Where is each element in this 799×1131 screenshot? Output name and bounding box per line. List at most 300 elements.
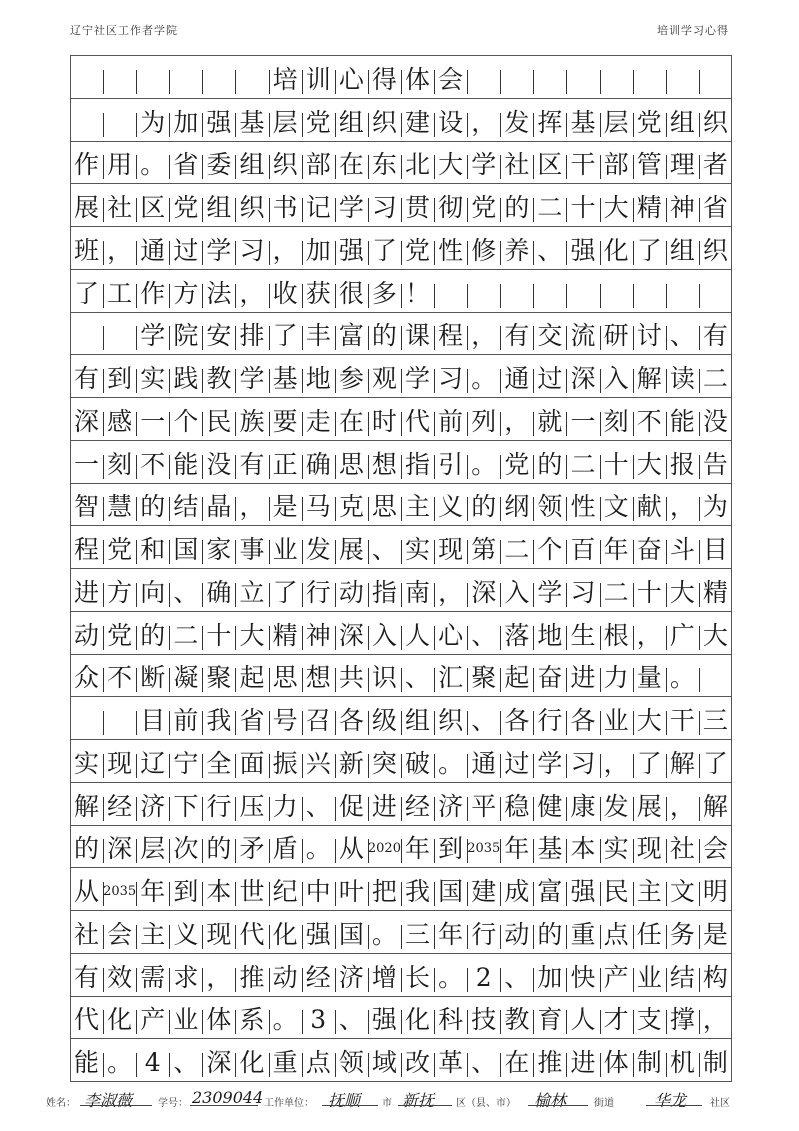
grid-cell: 在 [500,1043,533,1081]
grid-cell: 习 [235,231,268,269]
grid-cell: 精 [269,616,302,654]
grid-cell: 十 [600,445,633,483]
grid-cell: 需 [136,958,169,996]
work-unit-label: 工作单位： [264,1098,314,1109]
student-id-label: 学号： [158,1098,188,1109]
grid-cell: 法 [202,274,235,312]
grid-row [70,915,732,953]
grid-cell: 落 [500,616,533,654]
grid-cell: 克 [335,487,368,525]
grid-cell: 思 [269,658,302,696]
grid-cell: 教 [500,1000,533,1038]
grid-cell: 心 [335,60,368,98]
student-id-underline [190,1105,258,1106]
grid-cell: 下 [169,787,202,825]
grid-rule-line [70,312,732,313]
name-value: 李淑薇 [84,1091,133,1110]
grid-cell: 我 [202,701,235,739]
grid-cell: 解 [666,744,699,782]
grid-cell: 地 [302,359,335,397]
grid-cell [666,274,699,312]
grid-cell: 代 [401,402,434,440]
grid-cell: 现 [202,915,235,953]
grid-cell: 破 [401,744,434,782]
grid-cell: ， [666,787,699,825]
grid-rule-line [70,825,732,826]
grid-cell: 。 [368,915,401,953]
grid-cell: 现 [434,530,467,568]
grid-cell: 心 [434,616,467,654]
grid-cell: 发 [302,530,335,568]
grid-cell: 党 [103,530,136,568]
grid-cell: 展 [335,530,368,568]
grid-cell: 过 [533,359,566,397]
grid-cell: 、 [302,787,335,825]
grid-cell: 训 [302,60,335,98]
grid-cell: 方 [169,274,202,312]
grid-cell: 业 [269,530,302,568]
grid-cell: 建 [467,872,500,910]
grid-row [70,274,732,312]
grid-cell: 要 [269,402,302,440]
grid-cell: 党 [302,103,335,141]
grid-cell: 在 [335,145,368,183]
grid-cell: 有 [500,316,533,354]
grid-cell: 参 [335,359,368,397]
grid-rule-line [70,696,732,697]
district-value: 新抚 [402,1091,435,1110]
grid-cell: 体 [401,60,434,98]
grid-cell: 织 [368,103,401,141]
grid-cell: 组 [335,103,368,141]
grid-cell [70,103,103,141]
grid-cell: 大 [235,616,268,654]
grid-cell: 。 [269,1000,302,1038]
grid-cell: 级 [368,701,401,739]
grid-cell: 大 [600,188,633,226]
grid-cell: 化 [235,1043,268,1081]
grid-cell: 快 [566,958,599,996]
grid-cell: 通 [136,231,169,269]
grid-rule-line [70,996,732,997]
grid-cell: 前 [169,701,202,739]
grid-cell: 得 [368,60,401,98]
grid-rule-line [70,98,732,99]
grid-cell: 进 [368,787,401,825]
grid-cell: 业 [633,958,666,996]
grid-cell [70,60,103,98]
grid-rule-line [70,440,732,441]
grid-cell: 实 [401,530,434,568]
grid-cell: 入 [600,359,633,397]
grid-cell: 改 [401,1043,434,1081]
grid-cell: 主 [633,872,666,910]
grid-cell: 压 [235,787,268,825]
grid-cell: 神 [666,188,699,226]
grid-cell: 域 [368,1043,401,1081]
grid-cell: 学 [533,573,566,611]
grid-cell: 促 [335,787,368,825]
grid-cell [533,274,566,312]
grid-row [70,1043,732,1081]
grid-cell: 化 [269,915,302,953]
grid-cell: 者 [699,145,732,183]
grid-cell: 的 [136,616,169,654]
grid-cell: 大 [666,573,699,611]
grid-cell: 强 [368,1000,401,1038]
grid-cell: 强 [566,231,599,269]
grid-row [70,829,732,867]
grid-cell: 献 [633,487,666,525]
grid-cell: 很 [335,274,368,312]
grid-cell: 生 [566,616,599,654]
grid-cell: 思 [335,445,368,483]
grid-cell: 辽 [136,744,169,782]
grid-cell: 织 [269,145,302,183]
grid-cell: 院 [169,316,202,354]
grid-cell: 召 [302,701,335,739]
grid-cell: 解 [74,791,100,821]
grid-rule-line [70,483,732,484]
grid-cell: 管 [633,145,666,183]
grid-cell: 到 [434,829,467,867]
grid-cell: 不 [103,658,136,696]
grid-cell: 设 [434,103,467,141]
grid-cell: 党 [401,231,434,269]
grid-cell: 解 [633,359,666,397]
grid-cell: 产 [600,958,633,996]
grid-cell: 本 [202,872,235,910]
grid-cell: 民 [600,872,633,910]
grid-cell: 深 [566,359,599,397]
grid-cell: 。 [302,829,335,867]
grid-cell: 本 [566,829,599,867]
grid-cell: 大 [699,616,732,654]
grid-cell: 立 [235,573,268,611]
grid-cell: 富 [335,316,368,354]
grid-cell: 修 [467,231,500,269]
grid-cell: 革 [434,1043,467,1081]
grid-cell: 了 [74,278,100,308]
grid-cell: 增 [368,958,401,996]
grid-cell [533,60,566,98]
grid-cell: 、 [533,231,566,269]
grid-cell: 二 [500,530,533,568]
grid-cell: 中 [302,872,335,910]
grid-row [70,958,732,996]
grid-cell: 一 [74,449,100,479]
grid-cell: 领 [335,1043,368,1081]
grid-cell: 有 [235,445,268,483]
grid-cell: 目 [699,530,732,568]
grid-cell: 二 [699,359,732,397]
grid-cell: 区 [533,145,566,183]
grid-cell: 行 [302,573,335,611]
grid-cell: 习 [566,573,599,611]
grid-cell: 进 [566,658,599,696]
grid-cell: 济 [136,787,169,825]
grid-cell: 家 [202,530,235,568]
grid-cell: 学 [136,316,169,354]
grid-cell: 文 [600,487,633,525]
grid-cell: 基 [269,359,302,397]
grid-cell: 加 [169,103,202,141]
grid-cell: 领 [533,487,566,525]
grid-row [70,658,732,696]
grid-cell: ， [600,744,633,782]
grid-cell: 不 [136,445,169,483]
community-underline [646,1105,702,1106]
grid-cell: ！ [401,274,434,312]
district-underline [398,1105,452,1106]
grid-cell: 族 [235,402,268,440]
grid-cell: 强 [302,915,335,953]
grid-cell: 十 [202,616,235,654]
grid-cell: 了 [269,573,302,611]
grid-cell: 、 [169,1043,202,1081]
grid-row [70,616,732,654]
grid-cell: 加 [302,231,335,269]
grid-cell: 学 [235,359,268,397]
grid-cell: 教 [202,359,235,397]
grid-cell: 有 [699,316,732,354]
grid-cell: ， [699,1000,732,1038]
grid-cell: 刻 [103,445,136,483]
grid-cell [633,274,666,312]
grid-cell [136,60,169,98]
grid-cell: 告 [699,445,732,483]
grid-cell: 纪 [269,872,302,910]
grid-cell: 的 [533,445,566,483]
grid-cell: 十 [633,573,666,611]
grid-cell: 向 [136,573,169,611]
grid-cell: 经 [401,787,434,825]
grid-cell: 纲 [500,487,533,525]
grid-cell: 大 [434,145,467,183]
grid-cell: 为 [699,487,732,525]
grid-row [70,60,732,98]
grid-cell: 义 [434,487,467,525]
grid-cell: ， [235,274,268,312]
grid-cell: 动 [500,915,533,953]
grid-cell: 、 [335,1000,368,1038]
grid-cell: 南 [401,573,434,611]
grid-cell: 会 [103,915,136,953]
grid-rule-line [70,953,732,954]
grid-cell: 明 [699,872,732,910]
grid-cell: 马 [302,487,335,525]
grid-row [70,445,732,483]
grid-cell: 没 [699,402,732,440]
grid-cell: 制 [699,1043,732,1081]
grid-cell: 能 [74,1047,100,1077]
grid-cell: 班 [74,235,100,265]
grid-cell: 盾 [269,829,302,867]
grid-cell: 思 [368,487,401,525]
grid-cell: 习 [368,188,401,226]
grid-cell: 经 [302,958,335,996]
grid-cell: 的 [74,833,100,863]
grid-cell: 社 [500,145,533,183]
grid-cell: 富 [533,872,566,910]
grid-cell: 制 [633,1043,666,1081]
grid-cell: 事 [235,530,268,568]
grid-cell: 重 [269,1043,302,1081]
city-underline [322,1105,378,1106]
grid-cell: 收 [269,274,302,312]
grid-row [70,1000,732,1038]
grid-cell: ， [467,316,500,354]
street-label: 街道 [594,1098,614,1109]
grid-cell: 经 [103,787,136,825]
grid-cell: 加 [533,958,566,996]
grid-cell: ， [467,103,500,141]
grid-rule-line [70,55,732,56]
grid-cell: 的 [136,487,169,525]
grid-rule-line [70,568,732,569]
grid-cell [235,60,268,98]
grid-row [70,573,732,611]
grid-row [70,359,732,397]
grid-cell: 入 [500,573,533,611]
grid-cell: 层 [600,103,633,141]
grid-cell: 化 [600,231,633,269]
grid-cell: 织 [235,188,268,226]
grid-cell: 培 [269,60,302,98]
grid-cell: 3 [302,1000,335,1038]
grid-cell: 社 [666,829,699,867]
grid-cell: 用 [103,145,136,183]
grid-cell: 解 [699,787,732,825]
grid-cell: 才 [600,1000,633,1038]
grid-cell: 多 [368,274,401,312]
grid-cell: 课 [401,316,434,354]
grid-cell: 记 [302,188,335,226]
grid-cell: 、 [467,616,500,654]
grid-cell: 斗 [666,530,699,568]
grid-cell: 强 [335,231,368,269]
grid-cell: 面 [235,744,268,782]
grid-cell: 。 [467,445,500,483]
grid-cell: 程 [434,316,467,354]
grid-cell: 精 [699,573,732,611]
community-value: 华龙 [654,1091,687,1110]
city-value: 抚顺 [328,1091,361,1110]
grid-cell: 进 [566,1043,599,1081]
grid-cell: 人 [566,1000,599,1038]
grid-cell: 列 [467,402,500,440]
grid-cell: 指 [368,573,401,611]
grid-cell: 彻 [434,188,467,226]
grid-cell: 发 [600,787,633,825]
grid-cell [103,60,136,98]
grid-cell: 到 [103,359,136,397]
grid-cell: 百 [566,530,599,568]
grid-cell: 讨 [633,316,666,354]
grid-cell: 平 [467,787,500,825]
grid-cell: 汇 [434,658,467,696]
student-info-footer [46,1088,746,1110]
grid-cell: 过 [169,231,202,269]
grid-cell: 指 [401,445,434,483]
page-header-left: 辽宁社区工作者学院 [70,24,178,37]
grid-cell: 干 [666,701,699,739]
grid-row [70,316,732,354]
grid-rule-line [70,226,732,227]
grid-cell: 、 [401,658,434,696]
grid-cell: 年 [136,872,169,910]
grid-cell: 量 [633,658,666,696]
grid-cell: 起 [235,658,268,696]
grid-cell: 党 [500,445,533,483]
grid-cell: 目 [136,701,169,739]
grid-cell: 代 [74,1004,100,1034]
grid-cell: 有 [74,363,100,393]
name-label: 姓名： [46,1098,76,1109]
grid-cell: 机 [666,1043,699,1081]
community-label: 社区 [710,1098,730,1109]
grid-row [70,402,732,440]
grid-cell [666,60,699,98]
grid-cell: 省 [169,145,202,183]
grid-cell: 次 [169,829,202,867]
grid-cell: 突 [368,744,401,782]
grid-cell: 党 [467,188,500,226]
grid-cell: 过 [500,744,533,782]
grid-cell: ， [235,487,268,525]
grid-cell: 深 [202,1043,235,1081]
grid-cell: 作 [74,149,100,179]
grid-cell: 从 [335,829,368,867]
grid-cell: 大 [633,445,666,483]
grid-cell [600,60,633,98]
grid-cell: 凝 [169,658,202,696]
grid-cell: 发 [500,103,533,141]
grid-cell: 省 [699,188,732,226]
district-label: 区（县、市） [456,1098,516,1109]
grid-cell: 和 [136,530,169,568]
grid-cell: 有 [74,962,100,992]
grid-cell: 了 [633,231,666,269]
grid-cell: 感 [103,402,136,440]
grid-cell: 观 [368,359,401,397]
grid-row [70,872,732,910]
grid-cell: 主 [136,915,169,953]
grid-cell: 神 [302,616,335,654]
grid-cell: 了 [269,316,302,354]
grid-cell: 养 [500,231,533,269]
grid-cell: 系 [235,1000,268,1038]
grid-cell: 织 [699,231,732,269]
grid-cell: 体 [202,1000,235,1038]
grid-cell [566,274,599,312]
grid-cell: 众 [74,662,100,692]
grid-cell: 聚 [467,658,500,696]
grid-cell: 年 [600,530,633,568]
grid-row [70,103,732,141]
grid-cell: 引 [434,445,467,483]
grid-cell: 在 [335,402,368,440]
grid-cell: 、 [368,530,401,568]
grid-cell: 个 [533,530,566,568]
grid-cell: 委 [202,145,235,183]
grid-cell: 习 [434,359,467,397]
grid-cell: 断 [136,658,169,696]
grid-cell: 到 [169,872,202,910]
grid-cell: 宁 [169,744,202,782]
grid-cell: 的 [368,316,401,354]
grid-cell: 二 [566,445,599,483]
